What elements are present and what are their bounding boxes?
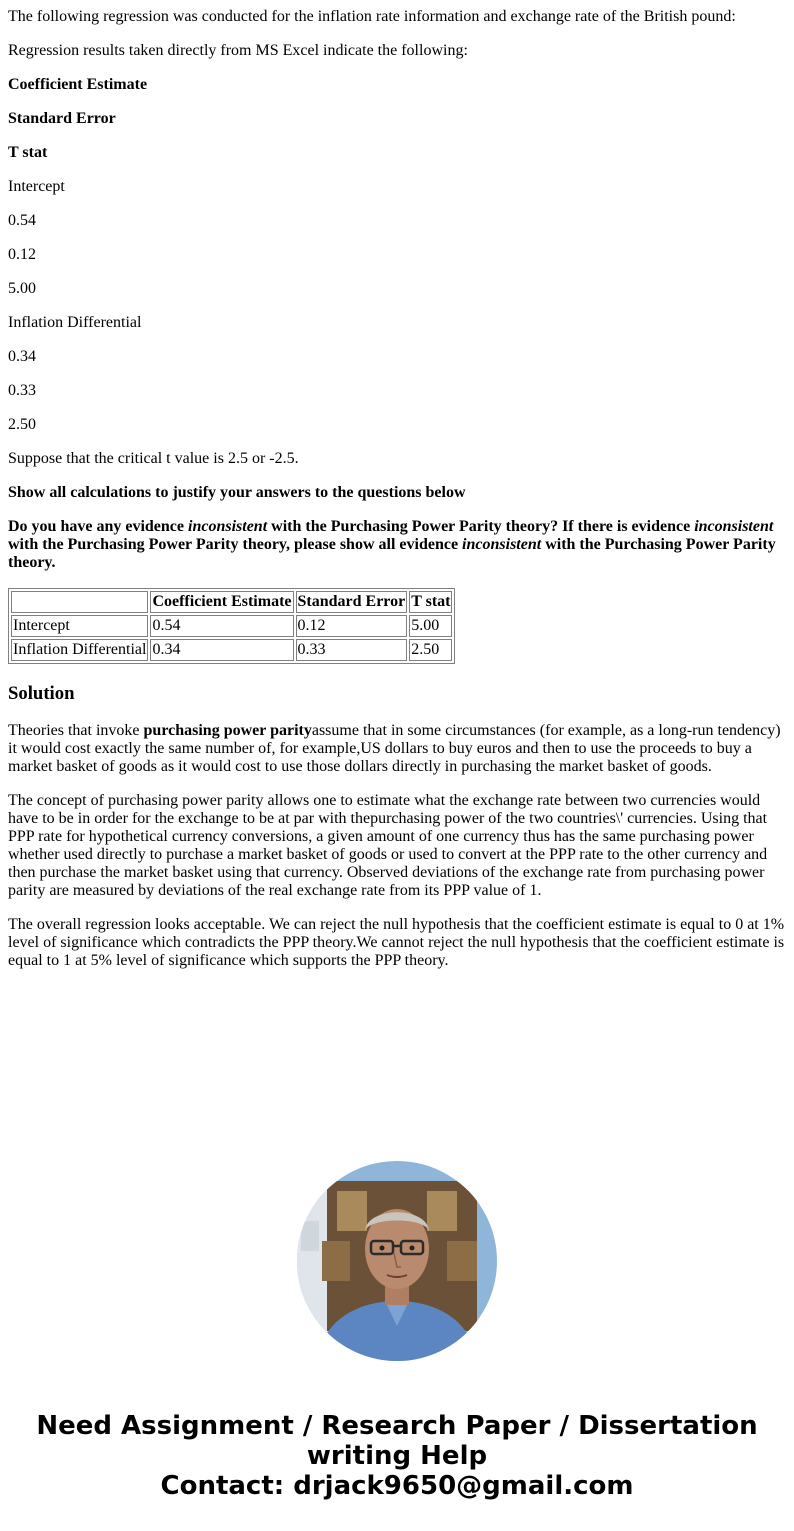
regression-table <box>8 588 455 664</box>
label-intercept: Intercept <box>8 178 65 195</box>
table-cell: 0.34 <box>150 639 293 661</box>
question-prompt: Do you have any evidence inconsistent with the Purchasing Power Parity theory? If there is evidence inconsistent with the Purchasing Power Parity theory, please show all evidence inconsistent with the Purchasing Power Parity theory. <box>8 518 776 571</box>
table-header-cell <box>11 591 148 613</box>
footer-contact-banner <box>0 1411 794 1501</box>
value-inflation-coef: 0.34 <box>8 348 36 365</box>
instruction: Show all calculations to justify your answers to the questions below <box>8 484 466 501</box>
critical-value-note: Suppose that the critical t value is 2.5 or -2.5. <box>8 450 299 467</box>
footer-line-3: Contact: drjack9650@gmail.com <box>160 1471 634 1501</box>
table-row <box>11 615 452 637</box>
value-inflation-t: 2.50 <box>8 416 36 433</box>
label-standard-error: Standard Error <box>8 110 116 127</box>
label-t-stat: T stat <box>8 144 48 161</box>
question-intro: The following regression was conducted for the inflation rate information and exchange rate of the British pound: <box>8 8 736 25</box>
label-coefficient-estimate: Coefficient Estimate <box>8 76 148 93</box>
table-header-cell: Coefficient Estimate <box>150 591 293 613</box>
solution-paragraph-2: The concept of purchasing power parity allows one to estimate what the exchange rate between two currencies would have to be in order for the exchange to be at par with thepurchasing power of the two countries\' currencies. Using that PPP rate for hypothetical currency conversions, a given amount of one currency thus has the same purchasing power whether used directly to purchase a market basket of goods or used to convert at the PPP rate to the other currency and then purchase the market basket using that currency. Observed deviations of the exchange rate from purchasing power parity are measured by deviations of the real exchange rate from its PPP value of 1. <box>8 792 768 899</box>
table-header-row <box>11 591 452 613</box>
table-header-cell: T stat <box>409 591 452 613</box>
solution-paragraph-1: Theories that invoke purchasing power parityassume that in some circumstances (for example, as a long-run tendency) it would cost exactly the same number of, for example,US dollars to buy euros and then to use the proceeds to buy a market basket of goods as it would cost to use those dollars directly in purchasing the market basket of goods. <box>8 722 781 775</box>
footer-line-2: writing Help <box>306 1441 488 1471</box>
table-header-cell: Standard Error <box>296 591 408 613</box>
solution-heading: Solution <box>8 683 75 704</box>
solution-paragraph-3: The overall regression looks acceptable. We can reject the null hypothesis that the coefficient estimate is equal to 0 at 1% level of significance which contradicts the PPP theory.We cannot reject the null hypothesis that the coefficient estimate is equal to 1 at 5% level of significance which supports the PPP theory. <box>8 916 785 969</box>
table-cell: 0.12 <box>296 615 408 637</box>
value-intercept-se: 0.12 <box>8 246 36 263</box>
value-inflation-se: 0.33 <box>8 382 36 399</box>
table-cell: 2.50 <box>409 639 452 661</box>
document-body <box>0 8 794 970</box>
table-cell: 0.33 <box>296 639 408 661</box>
label-inflation-differential: Inflation Differential <box>8 314 142 331</box>
table-cell: 0.54 <box>150 615 293 637</box>
value-intercept-coef: 0.54 <box>8 212 36 229</box>
table-cell: 5.00 <box>409 615 452 637</box>
table-cell: Inflation Differential <box>11 639 148 661</box>
table-row <box>11 639 452 661</box>
table-cell: Intercept <box>11 615 148 637</box>
question-source-line: Regression results taken directly from MS Excel indicate the following: <box>8 42 468 59</box>
author-portrait-image <box>297 1161 497 1361</box>
author-avatar <box>297 1161 497 1361</box>
value-intercept-t: 5.00 <box>8 280 36 297</box>
footer-line-1: Need Assignment / Research Paper / Dissertation <box>36 1411 758 1441</box>
